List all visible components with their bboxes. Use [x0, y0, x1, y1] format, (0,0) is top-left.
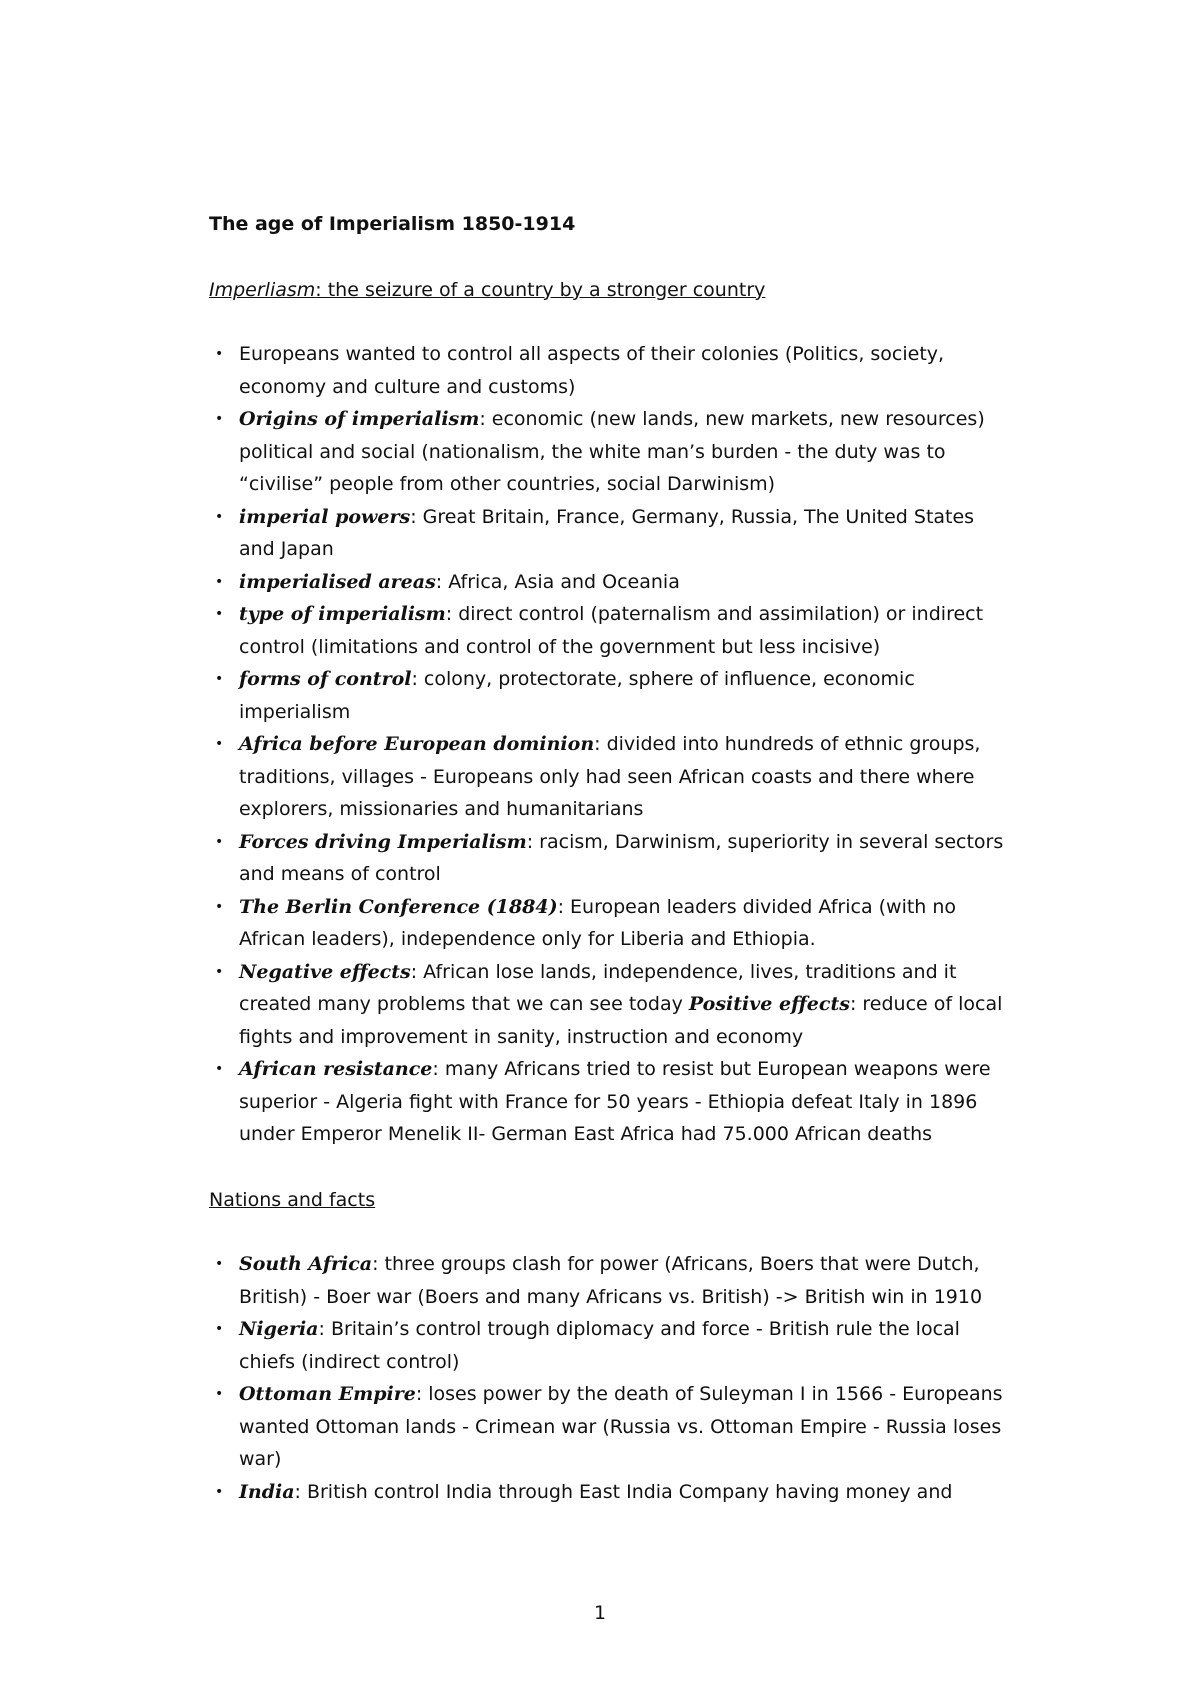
list-item: • type of imperialism: direct control (paternalism and assimilation) or indirect control (limitations and control of the government but less incisive) — [209, 598, 1009, 663]
definition-text: : the seizure of a country by a stronger country — [315, 278, 766, 301]
list-item: • imperialised areas: Africa, Asia and Oceania — [209, 566, 1009, 599]
list-item: • African resistance: many Africans tried to resist but European weapons were superior - Algeria fight with France for 50 years - Ethiopia defeat Italy in 1896 under Emperor Menelik II- German East Africa had 75.000 African deaths — [209, 1053, 1009, 1151]
list-item: • Origins of imperialism: economic (new lands, new markets, new resources) political and social (nationalism, the white man’s burden - the duty was to “civilise” people from other countries, social Darwinism) — [209, 403, 1009, 501]
list-item: • Forces driving Imperialism: racism, Darwinism, superiority in several sectors and means of control — [209, 826, 1009, 891]
list-item: • South Africa: three groups clash for power (Africans, Boers that were Dutch, British) - Boer war (Boers and many Africans vs. British) -> British win in 1910 — [209, 1248, 1009, 1313]
list-item: • Negative effects: African lose lands, independence, lives, traditions and it created many problems that we can see today Positive effects: reduce of local fights and improvement in sanity, instruction and economy — [209, 956, 1009, 1054]
imperialism-bullet-list — [209, 338, 1009, 1151]
list-item: • imperial powers: Great Britain, France, Germany, Russia, The United States and Japan — [209, 501, 1009, 566]
list-item: • Europeans wanted to control all aspects of their colonies (Politics, society, economy and culture and customs) — [209, 338, 1009, 403]
page-number: 1 — [593, 1602, 607, 1624]
page-title: The age of Imperialism 1850-1914 — [209, 213, 576, 235]
list-item: • forms of control: colony, protectorate, sphere of influence, economic imperialism — [209, 663, 1009, 728]
list-item: • Ottoman Empire: loses power by the death of Suleyman I in 1566 - Europeans wanted Ottoman lands - Crimean war (Russia vs. Ottoman Empire - Russia loses war) — [209, 1378, 1009, 1476]
list-item: • The Berlin Conference (1884): European leaders divided Africa (with no African leaders), independence only for Liberia and Ethiopia. — [209, 891, 1009, 956]
list-item: • Nigeria: Britain’s control trough diplomacy and force - British rule the local chiefs (indirect control) — [209, 1313, 1009, 1378]
section-heading: Nations and facts — [209, 1188, 376, 1211]
definition-line — [209, 274, 1009, 307]
list-item: • Africa before European dominion: divided into hundreds of ethnic groups, traditions, villages - Europeans only had seen African coasts and there where explorers, missionaries and humanitarians — [209, 728, 1009, 826]
definition-term: Imperliasm — [209, 278, 316, 301]
nations-bullet-list — [209, 1248, 1009, 1508]
page-content — [209, 208, 1009, 1508]
list-item: • India: British control India through East India Company having money and — [209, 1476, 1009, 1509]
